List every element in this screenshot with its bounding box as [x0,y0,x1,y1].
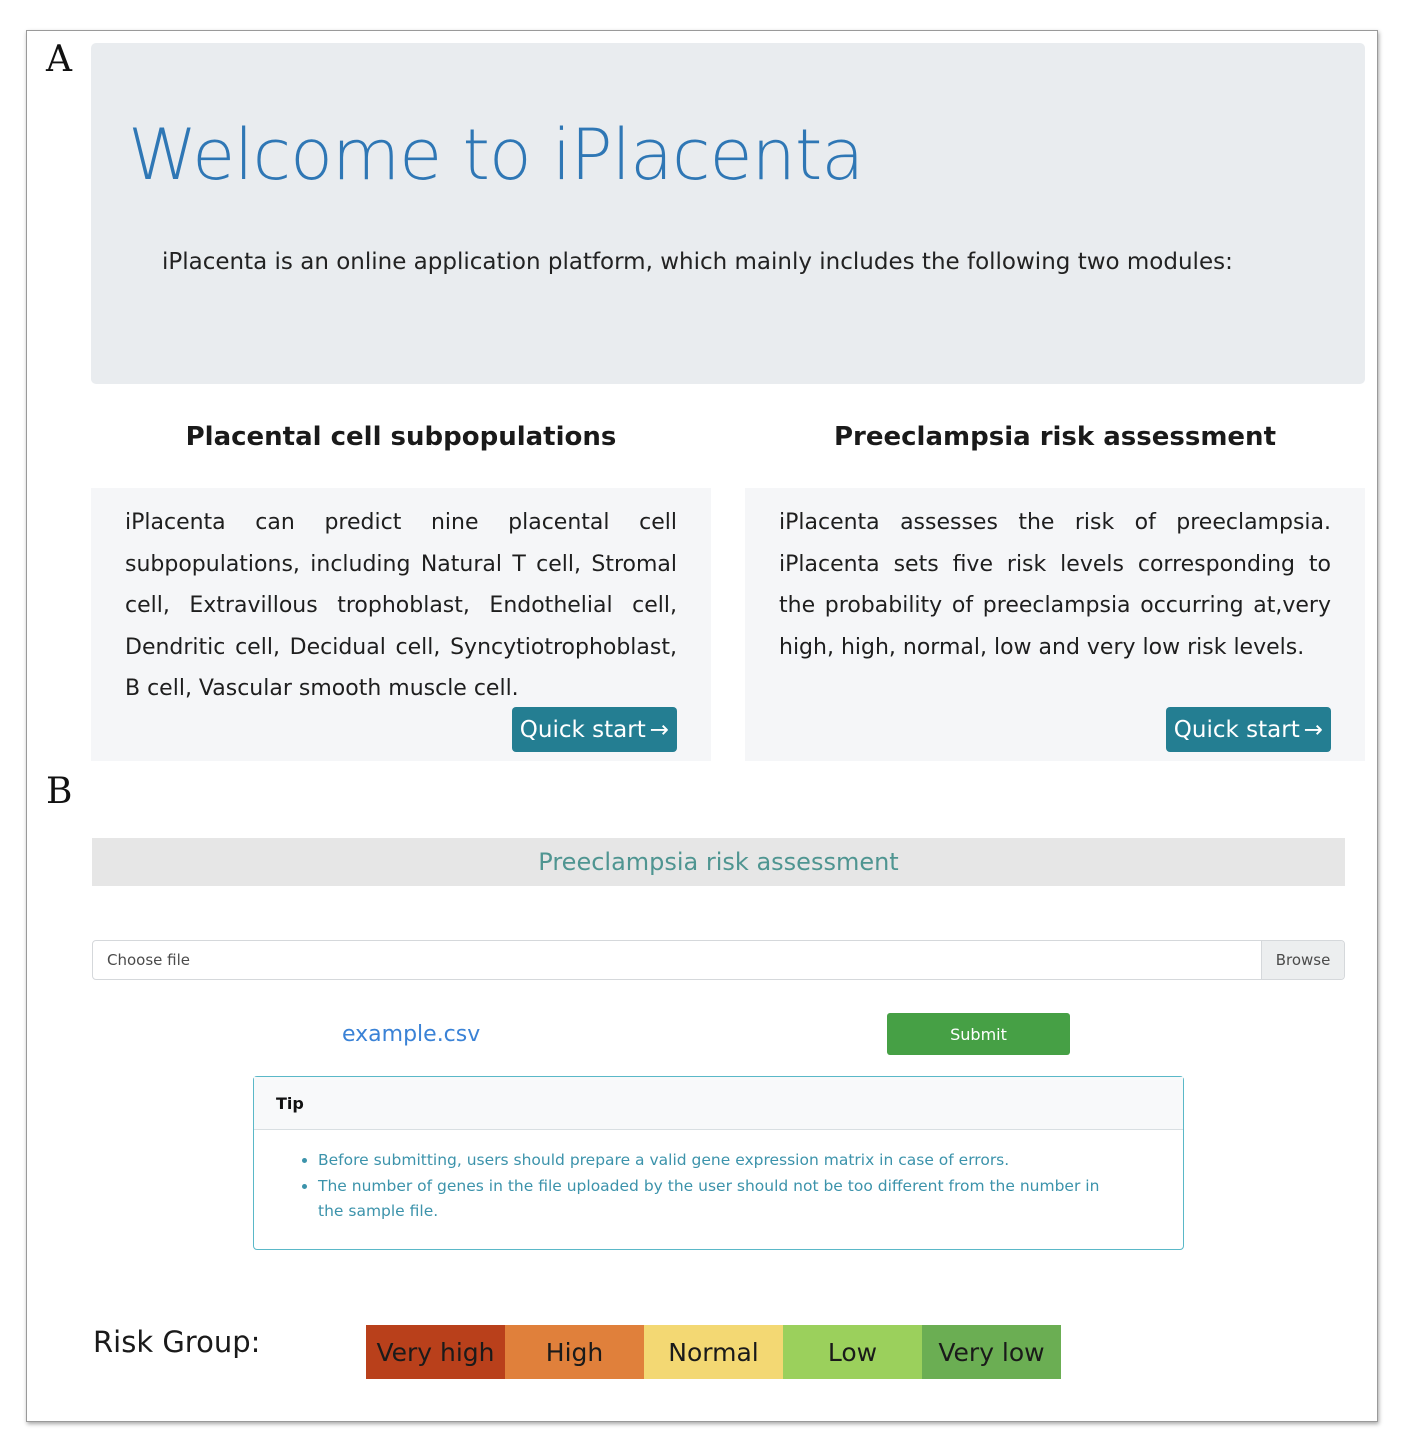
browse-button[interactable]: Browse [1261,941,1344,979]
module-description: iPlacenta assesses the risk of preeclampsia. iPlacenta sets five risk levels corresponding to the probability of preeclampsia occurring at,very high, high, normal, low and very low risk levels. [779,510,1331,660]
welcome-jumbotron [91,43,1365,384]
module-description: iPlacenta can predict nine placental cell subpopulations, including Natural T cell, Stromal cell, Extravillous trophoblast, Endothelial cell, Dendritic cell, Decidual cell, Syncytiotrophoblast, B cell, Vascular smooth muscle cell. [125,510,677,701]
quick-start-button-cell-subpopulations[interactable] [512,707,677,752]
risk-level-very-high: Very high [366,1325,505,1379]
welcome-lead: iPlacenta is an online application platform, which mainly includes the following two modules: [162,249,1233,275]
risk-level-normal: Normal [644,1325,783,1379]
module-heading-cell-subpopulations: Placental cell subpopulations [185,422,617,452]
arrow-right-icon: → [649,716,669,743]
tip-item: • The number of genes in the file uploaded by the user should not be too different from the number in the sample file. [318,1174,1123,1225]
panel-label-b: B [46,771,73,812]
file-input-placeholder[interactable]: Choose file [107,951,190,969]
panel-label-a: A [46,39,72,80]
tip-card [253,1076,1184,1250]
module-heading-risk-assessment: Preeclampsia risk assessment [834,422,1276,452]
arrow-right-icon: → [1303,716,1323,743]
tip-list [254,1148,1183,1225]
page-title: Welcome to iPlacenta [128,114,864,196]
module-card-cell-subpopulations [91,488,711,761]
risk-scale [366,1325,1061,1379]
tip-title: Tip [254,1077,1183,1130]
submit-button[interactable]: Submit [887,1013,1070,1055]
file-input[interactable] [92,940,1345,980]
risk-level-low: Low [783,1325,922,1379]
risk-level-very-low: Very low [922,1325,1061,1379]
assessment-header: Preeclampsia risk assessment [92,838,1345,886]
risk-group-label: Risk Group: [93,1325,261,1359]
tip-item: • Before submitting, users should prepare a valid gene expression matrix in case of errors. [318,1148,1123,1174]
quick-start-button-risk-assessment[interactable] [1166,707,1331,752]
module-card-risk-assessment [745,488,1365,761]
risk-level-high: High [505,1325,644,1379]
example-file-link[interactable]: example.csv [342,1022,481,1047]
quick-start-label: Quick start [519,716,646,743]
quick-start-label: Quick start [1173,716,1300,743]
